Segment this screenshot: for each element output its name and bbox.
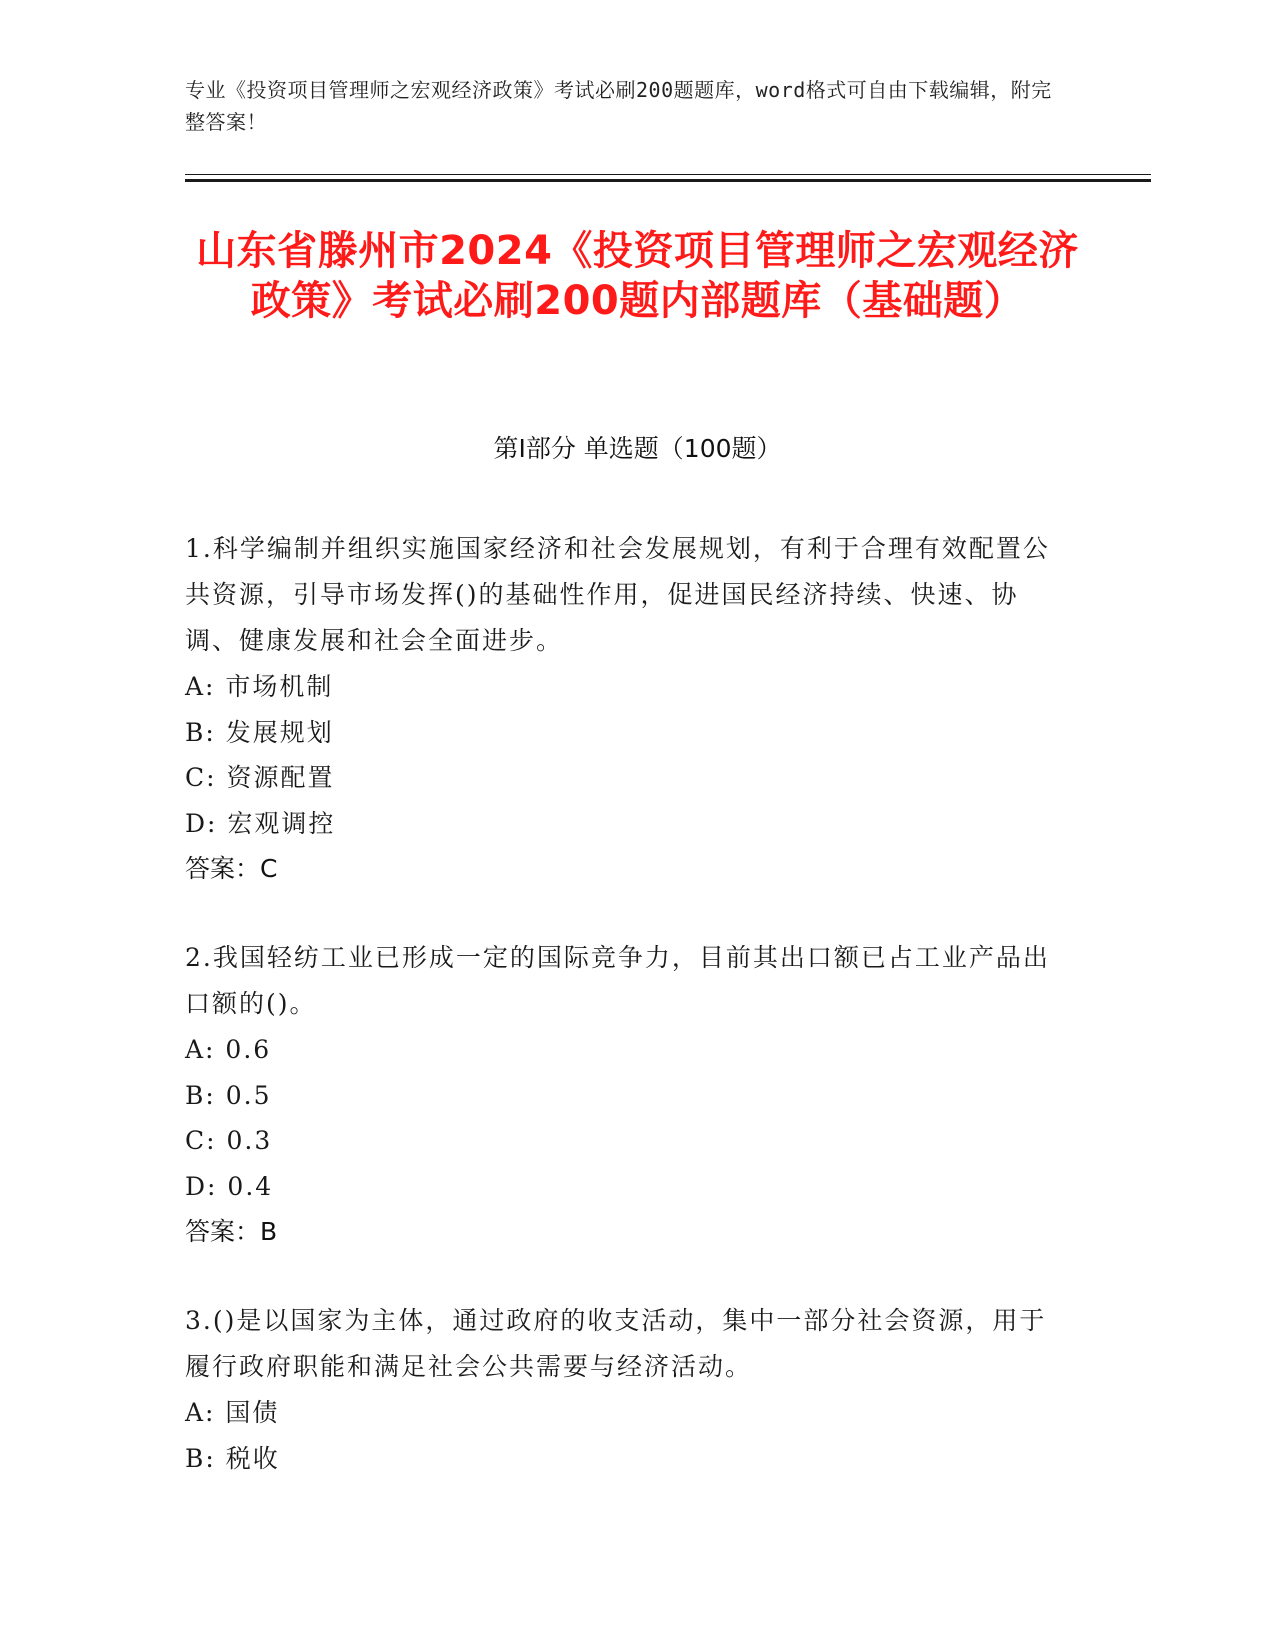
question-2: [185, 935, 1065, 1255]
option-d: D: 0.4: [185, 1171, 274, 1201]
option-c: C: 0.3: [185, 1126, 273, 1155]
question-3: [185, 1298, 1065, 1481]
option-c: C: 资源配置: [185, 763, 335, 792]
option-a: A: 0.6: [185, 1035, 272, 1064]
option-b: B: 税收: [185, 1443, 280, 1473]
question-list: [185, 526, 1065, 1524]
question-1: [185, 526, 1065, 892]
answer-line: 答案：C: [185, 854, 278, 883]
option-a: A: 国债: [185, 1398, 280, 1427]
option-d: D: 宏观调控: [185, 808, 336, 838]
header-divider-thick: [185, 179, 1151, 182]
option-a: A: 市场机制: [185, 672, 334, 701]
option-b: B: 发展规划: [185, 717, 334, 747]
section-heading: 第I部分 单选题（100题）: [493, 434, 782, 463]
question-text: 3.()是以国家为主体，通过政府的收支活动，集中一部分社会资源，用于履行政府职能和满足社会公共需要与经济活动。: [185, 1306, 1047, 1381]
document-title: 山东省滕州市2024《投资项目管理师之宏观经济政策》考试必刷200题内部题库（基础题）: [196, 228, 1079, 324]
header-divider-thin: [185, 174, 1151, 175]
question-text: 1.科学编制并组织实施国家经济和社会发展规划，有利于合理有效配置公共资源，引导市场发挥()的基础性作用，促进国民经济持续、快速、协调、健康发展和社会全面进步。: [185, 534, 1050, 655]
header-note: 专业《投资项目管理师之宏观经济政策》考试必刷200题题库，word格式可自由下载编辑，附完整答案！: [185, 78, 1052, 134]
answer-line: 答案：B: [185, 1217, 278, 1246]
question-text: 2.我国轻纺工业已形成一定的国际竞争力，目前其出口额已占工业产品出口额的()。: [185, 943, 1050, 1018]
option-b: B: 0.5: [185, 1080, 272, 1110]
